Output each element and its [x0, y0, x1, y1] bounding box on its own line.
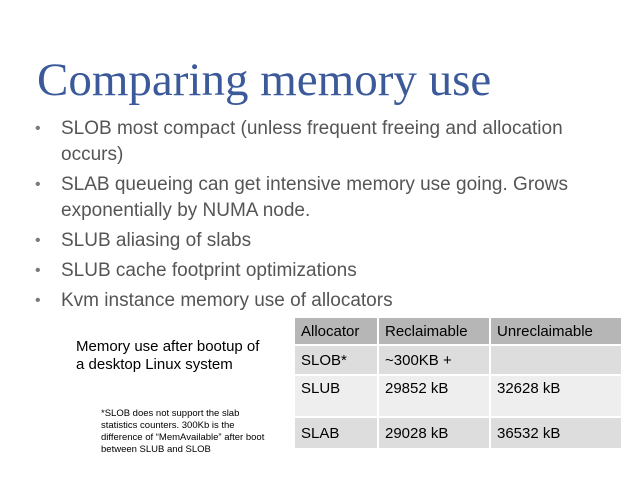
bullet-dot-icon: •: [35, 292, 41, 309]
table-cell: 32628 kB: [490, 375, 622, 417]
bullet-text: SLOB most compact (unless frequent freeing and allocation occurs): [61, 118, 563, 165]
bullet-item: [35, 258, 595, 284]
slide-title: Comparing memory use: [37, 54, 492, 106]
bullet-item: [35, 228, 595, 254]
header-allocator: Allocator: [294, 317, 378, 345]
header-reclaimable: Reclaimable: [378, 317, 490, 345]
table-row: [294, 375, 622, 417]
side-note: Memory use after bootup of a desktop Linux system: [76, 338, 260, 373]
header-unreclaimable: Unreclaimable: [490, 317, 622, 345]
bullet-text: SLUB cache footprint optimizations: [61, 260, 357, 281]
bullet-item: [35, 116, 595, 168]
memory-table: [294, 317, 622, 449]
table-cell: SLAB: [294, 417, 378, 449]
table-cell: 29852 kB: [378, 375, 490, 417]
bullet-text: SLUB aliasing of slabs: [61, 230, 252, 251]
table-cell: 36532 kB: [490, 417, 622, 449]
bullet-dot-icon: •: [35, 232, 41, 249]
table-cell: SLOB*: [294, 345, 378, 375]
bullet-text: Kvm instance memory use of allocators: [61, 290, 393, 311]
footnote: *SLOB does not support the slab statistics counters. 300Kb is the difference of “MemAvailable” after boot between SLUB and SLOB: [101, 408, 265, 455]
table-row: [294, 345, 622, 375]
bullet-dot-icon: •: [35, 262, 41, 279]
bullet-text: SLAB queueing can get intensive memory use going. Grows exponentially by NUMA node.: [61, 174, 568, 221]
bullet-item: [35, 172, 595, 224]
table-row: [294, 417, 622, 449]
table-cell: [490, 345, 622, 375]
bullet-item: [35, 288, 595, 314]
table-cell: ~300KB +: [378, 345, 490, 375]
table-cell: SLUB: [294, 375, 378, 417]
table-cell: 29028 kB: [378, 417, 490, 449]
bullet-dot-icon: •: [35, 120, 41, 137]
table-header-row: [294, 317, 622, 345]
bullet-dot-icon: •: [35, 176, 41, 193]
bullet-list: [35, 116, 595, 318]
